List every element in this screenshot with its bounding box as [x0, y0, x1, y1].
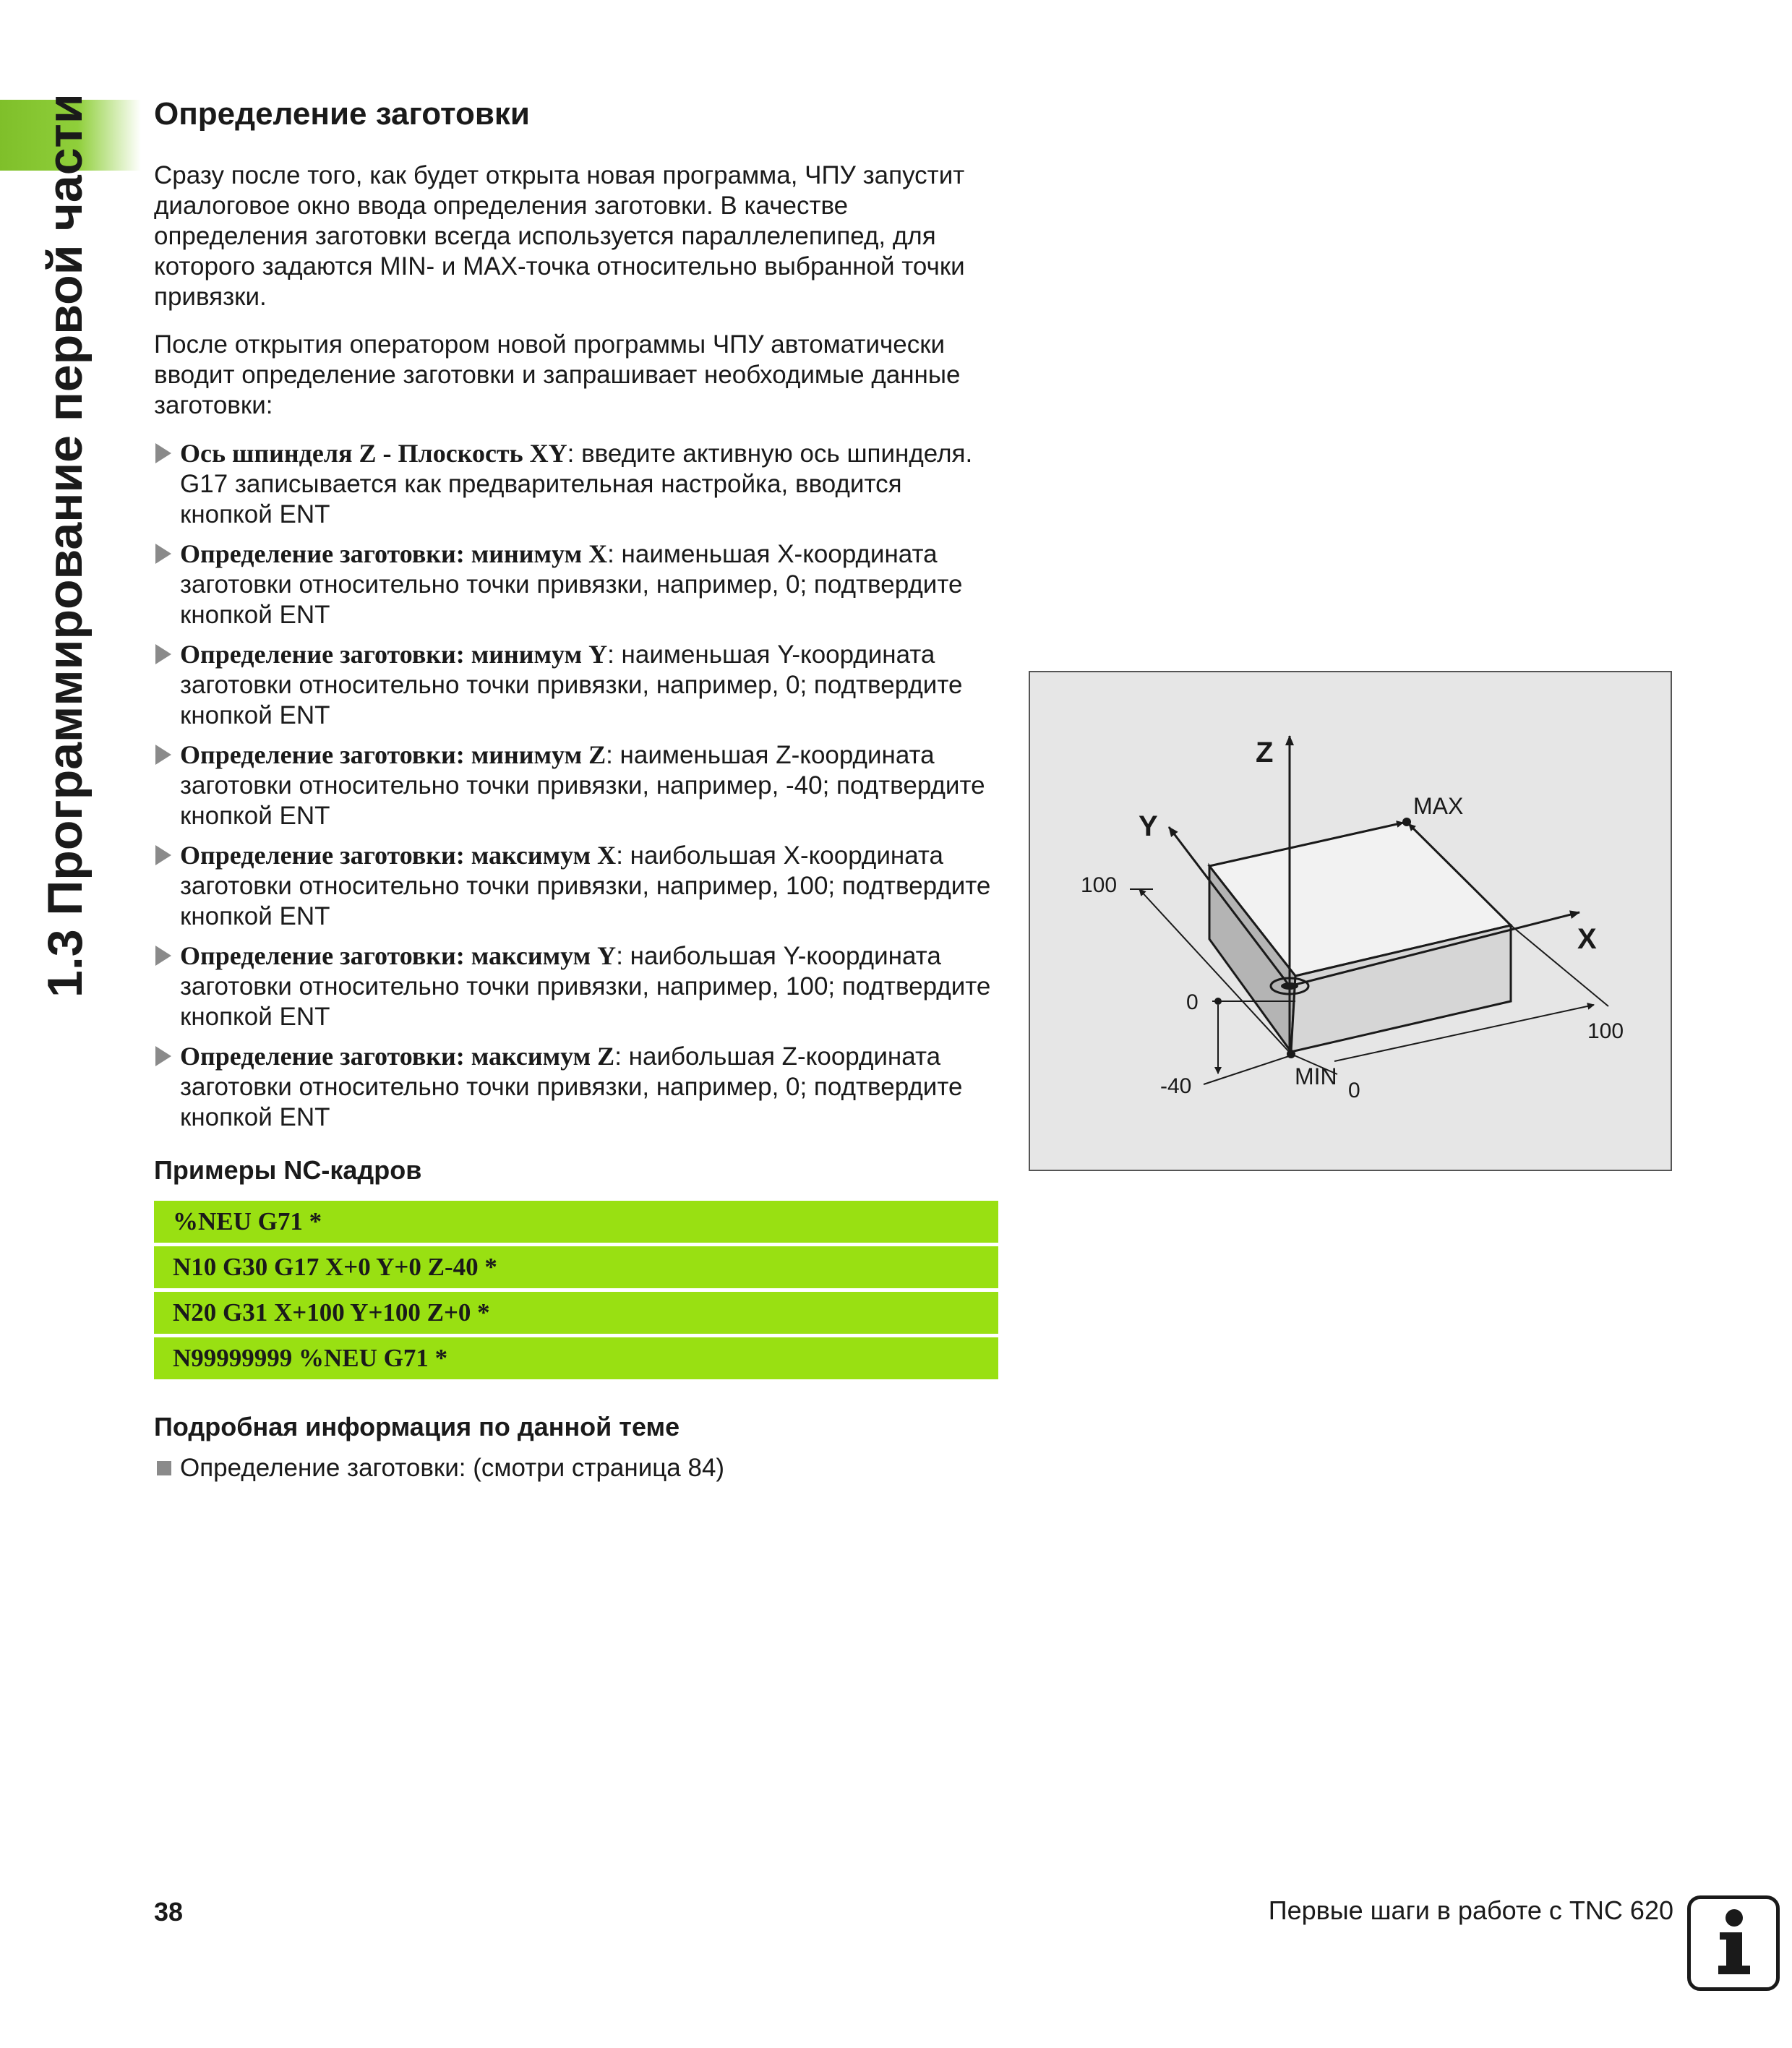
step-text: : наибольшая Y-координата заготовки относительно точки привязки, например, 100; подтвердите кнопкой ENT — [180, 942, 991, 1031]
step-item — [154, 941, 1000, 1032]
step-label: Определение заготовки: максимум Y — [180, 941, 617, 970]
step-text: : наименьшая X-координата заготовки относительно точки привязки, например, 0; подтвердите кнопкой ENT — [180, 540, 963, 629]
triangle-right-icon — [155, 443, 171, 463]
step-list — [154, 438, 1000, 1133]
step-label: Определение заготовки: максимум Z — [180, 1042, 615, 1071]
code-line: N20 G31 X+100 Y+100 Z+0 * — [154, 1292, 998, 1334]
step-item — [154, 1041, 1000, 1133]
code-line: %NEU G71 * — [154, 1201, 998, 1243]
axis-y-label: Y — [1139, 810, 1158, 842]
examples-heading: Примеры NC-кадров — [154, 1155, 422, 1185]
code-line: N99999999 %NEU G71 * — [154, 1337, 998, 1379]
section-title: 1.3 Программирование первой части — [38, 93, 93, 998]
step-item — [154, 639, 1000, 731]
triangle-right-icon — [155, 745, 171, 765]
step-label: Определение заготовки: минимум X — [180, 539, 608, 568]
tick-y-100: 100 — [1081, 873, 1118, 897]
info-item-text: Определение заготовки: (смотри страница 84) — [180, 1454, 725, 1482]
axis-x-label: X — [1577, 923, 1597, 955]
tick-x-0: 0 — [1348, 1079, 1360, 1102]
triangle-right-icon — [155, 946, 171, 966]
triangle-right-icon — [155, 845, 171, 865]
min-label: MIN — [1295, 1063, 1337, 1089]
step-item — [154, 840, 1000, 932]
square-bullet-icon — [157, 1461, 171, 1475]
step-label: Определение заготовки: минимум Z — [180, 740, 606, 769]
info-heading: Подробная информация по данной теме — [154, 1412, 680, 1441]
step-item — [154, 539, 1000, 630]
axis-z-label: Z — [1256, 737, 1274, 768]
nc-code-block — [154, 1201, 998, 1379]
step-text: : наименьшая Z-координата заготовки относительно точки привязки, например, -40; подтвердите кнопкой ENT — [180, 741, 985, 830]
blank-definition-figure — [1029, 671, 1672, 1171]
triangle-right-icon — [155, 1046, 171, 1066]
footer-title: Первые шаги в работе с TNC 620 — [1268, 1895, 1673, 1925]
tick-x-100: 100 — [1587, 1019, 1624, 1043]
intro-paragraph-2: После открытия оператором новой программы ЧПУ автоматически вводит определение заготовки и запрашивает необходимые данные заготовки: — [154, 330, 961, 419]
step-item — [154, 740, 1000, 831]
code-line: N10 G30 G17 X+0 Y+0 Z-40 * — [154, 1246, 998, 1288]
step-label: Ось шпинделя Z - Плоскость XY — [180, 439, 567, 468]
step-text: : наименьшая Y-координата заготовки относительно точки привязки, например, 0; подтвердите кнопкой ENT — [180, 640, 963, 729]
step-text: : наибольшая X-координата заготовки относительно точки привязки, например, 100; подтвердите кнопкой ENT — [180, 841, 991, 930]
intro-paragraph: Сразу после того, как будет открыта новая программа, ЧПУ запустит диалоговое окно ввода определения заготовки. В качестве определения заготовки всегда используется параллелепипед, для которого задаются MIN- и MAX-точка относительно выбранной точки привязки. — [154, 161, 965, 311]
step-label: Определение заготовки: максимум X — [180, 841, 617, 870]
tick-z-neg40: -40 — [1160, 1074, 1192, 1098]
info-i-icon — [1687, 1895, 1780, 1991]
max-point — [1402, 818, 1411, 826]
step-text: : наибольшая Z-координата заготовки относительно точки привязки, например, 0; подтвердите кнопкой ENT — [180, 1042, 963, 1131]
max-label: MAX — [1413, 793, 1464, 819]
page-number: 38 — [154, 1897, 184, 1927]
page-heading: Определение заготовки — [154, 96, 530, 132]
step-item — [154, 438, 1000, 530]
main-content — [154, 94, 1000, 1483]
blank-3d-diagram — [1030, 672, 1671, 1170]
info-link-item[interactable] — [154, 1453, 1000, 1483]
step-label: Определение заготовки: минимум Y — [180, 640, 608, 669]
triangle-right-icon — [155, 544, 171, 564]
step-text: : введите активную ось шпинделя. G17 записывается как предварительная настройка, вводится кнопкой ENT — [180, 440, 973, 528]
tick-z-0: 0 — [1186, 990, 1199, 1014]
triangle-right-icon — [155, 644, 171, 664]
